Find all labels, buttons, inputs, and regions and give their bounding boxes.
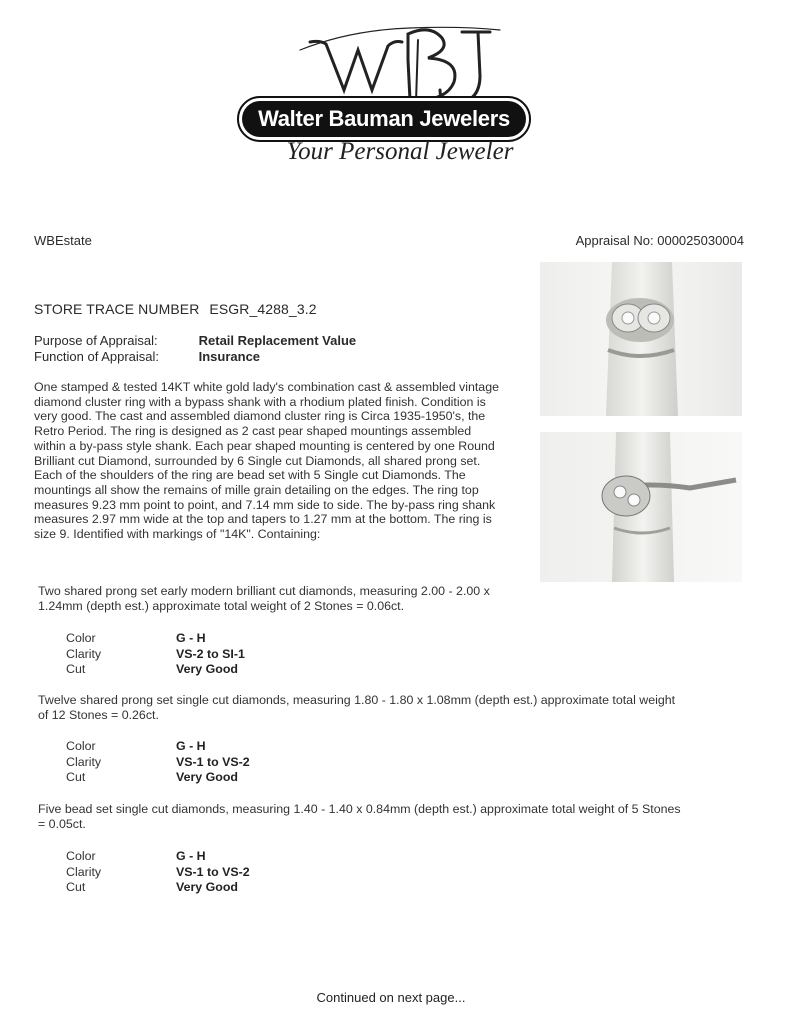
store-trace: [34, 301, 317, 317]
stone-group-description: Twelve shared prong set single cut diamonds, measuring 1.80 - 1.80 x 1.08mm (depth est.) approximate total weight of 12 Stones = 0.26ct.: [38, 693, 676, 722]
store-trace-label: STORE TRACE NUMBER: [34, 301, 200, 317]
grade-label: Cut: [66, 770, 86, 784]
grade-label: Color: [66, 631, 96, 645]
grade-row: [66, 849, 250, 865]
grade-label: Color: [66, 849, 96, 863]
store-trace-value: ESGR_4288_3.2: [209, 301, 317, 317]
grade-label: Clarity: [66, 754, 102, 769]
function-value: Insurance: [198, 349, 261, 364]
grade-value: VS-1 to VS-2: [176, 754, 250, 769]
grade-row: [66, 755, 250, 771]
purpose-label: Purpose of Appraisal:: [34, 333, 158, 348]
grade-value: Very Good: [176, 880, 238, 894]
stone-grades: [66, 739, 250, 786]
grade-label: Clarity: [66, 646, 102, 661]
grade-value: VS-1 to VS-2: [176, 864, 250, 879]
function-label: Function of Appraisal:: [34, 349, 160, 364]
grade-value: G - H: [176, 849, 206, 863]
ring-photo-front: [540, 262, 742, 416]
stone-grades: [66, 849, 250, 896]
ring-photo-side: [540, 432, 742, 582]
ring-side-image: [540, 432, 742, 582]
estate-label: WBEstate: [34, 233, 92, 248]
item-description: One stamped & tested 14KT white gold lady's combination cast & assembled vintage diamond cluster ring with a bypass shank with a rhodium plated finish. Condition is very good. The cast and assembled diamond cluster ring is Circa 1935-1950's, the Retro Period. The ring is designed as 2 cast pear shaped mountings assembled within a by-pass style shank. Each pear shaped mounting is centered by one Round Brilliant cut Diamond, surrounded by 6 Single cut Diamonds, all shared prong set. Each of the shoulders of the ring are bead set with 5 Single cut Diamonds. The mountings all show the remains of mille grain detailing on the edges. The ring top measures 9.23 mm point to point, and 7.14 mm side to side. The by-pass ring shank measures 2.97 mm wide at the top and tapers to 1.27 mm at the bottom. The ring is size 9. Identified with markings of "14K". Containing:: [34, 380, 499, 542]
grade-label: Cut: [66, 662, 86, 676]
company-name: Walter Bauman Jewelers: [242, 101, 526, 137]
grade-row: [66, 662, 245, 678]
stone-group-description: Two shared prong set early modern brilliant cut diamonds, measuring 2.00 - 2.00 x 1.24mm (depth est.) approximate total weight of 2 Stones = 0.06ct.: [38, 584, 490, 613]
stone-group-description: Five bead set single cut diamonds, measuring 1.40 - 1.40 x 0.84mm (depth est.) approximate total weight of 5 Stones = 0.05ct.: [38, 802, 681, 831]
company-logo: [0, 0, 800, 200]
continued-note: Continued on next page...: [316, 990, 466, 1005]
grade-row: [66, 631, 245, 647]
grade-row: [66, 647, 245, 663]
appraisal-number-label: Appraisal No:: [575, 233, 654, 248]
grade-value: G - H: [176, 739, 206, 753]
grade-value: Very Good: [176, 662, 238, 676]
grade-label: Color: [66, 739, 96, 753]
ring-front-image: [540, 262, 742, 416]
grade-value: Very Good: [176, 770, 238, 784]
grade-value: VS-2 to SI-1: [176, 646, 245, 661]
appraisal-number-value: 000025030004: [657, 233, 744, 248]
grade-label: Cut: [66, 880, 86, 894]
grade-row: [66, 880, 250, 896]
purpose-row: [34, 333, 356, 348]
grade-row: [66, 739, 250, 755]
grade-row: [66, 865, 250, 881]
grade-value: G - H: [176, 631, 206, 645]
company-name-banner: [237, 96, 531, 142]
function-row: [34, 349, 260, 364]
grade-row: [66, 770, 250, 786]
purpose-value: Retail Replacement Value: [198, 333, 357, 348]
company-tagline: Your Personal Jeweler: [286, 138, 514, 165]
stone-grades: [66, 631, 245, 678]
grade-label: Clarity: [66, 864, 102, 879]
appraisal-number: [576, 233, 744, 248]
